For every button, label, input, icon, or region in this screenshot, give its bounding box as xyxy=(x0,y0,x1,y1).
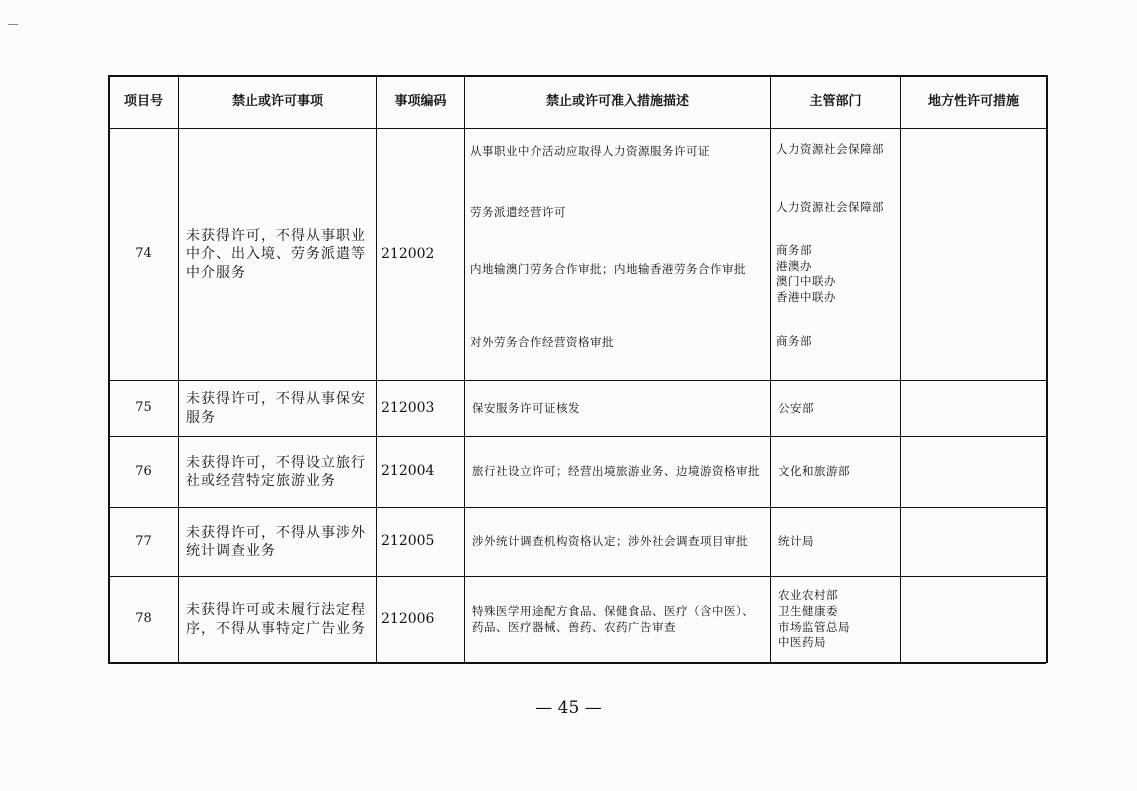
header-cell: 禁止或许可准入措施描述 xyxy=(545,93,689,109)
row-divider xyxy=(108,436,1046,437)
header-cell: 事项编码 xyxy=(394,93,447,109)
competent-department: 商务部 港澳办 澳门中联办 香港中联办 xyxy=(776,243,836,304)
competent-department: 农业农村部 卫生健康委 市场监管总局 中医药局 xyxy=(778,588,850,650)
row-number: 74 xyxy=(135,246,152,262)
competent-department: 统计局 xyxy=(778,534,814,549)
row-divider xyxy=(108,576,1046,577)
permit-item: 未获得许可，不得从事职业中介、出入境、劳务派遣等中介服务 xyxy=(186,228,366,281)
header-cell: 主管部门 xyxy=(809,93,862,109)
measure-description: 涉外统计调查机构资格认定；涉外社会调查项目审批 xyxy=(472,534,748,549)
item-code: 212002 xyxy=(381,245,435,262)
local-measure xyxy=(902,578,1045,661)
permit-item: 未获得许可，不得从事涉外统计调查业务 xyxy=(186,524,366,559)
column-divider xyxy=(770,75,771,663)
header-divider xyxy=(108,128,1046,129)
header-cell: 禁止或许可事项 xyxy=(231,93,323,109)
competent-department: 人力资源社会保障部 xyxy=(776,200,884,214)
local-measure xyxy=(902,509,1045,575)
table-top-border xyxy=(108,75,1046,77)
row-divider xyxy=(108,380,1046,381)
competent-department: 人力资源社会保障部 xyxy=(776,142,884,156)
scan-mark xyxy=(8,24,18,25)
header-cell: 项目号 xyxy=(123,93,163,109)
competent-department: 商务部 xyxy=(776,334,812,348)
item-code: 212003 xyxy=(381,399,435,416)
column-divider xyxy=(1046,75,1048,663)
measure-description: 对外劳务合作经营资格审批 xyxy=(470,335,614,349)
item-code: 212006 xyxy=(381,610,435,627)
row-number: 75 xyxy=(135,400,152,416)
row-number: 77 xyxy=(135,533,152,549)
row-number: 78 xyxy=(135,611,152,627)
permit-item: 未获得许可或未履行法定程序，不得从事特定广告业务 xyxy=(186,602,366,637)
row-number: 76 xyxy=(135,463,152,479)
column-divider xyxy=(900,75,901,663)
column-divider xyxy=(376,75,377,663)
column-divider xyxy=(108,75,110,663)
item-code: 212004 xyxy=(381,463,435,480)
competent-department: 公安部 xyxy=(778,400,814,415)
page-number: — 45 — xyxy=(535,698,602,718)
measure-description: 内地输澳门劳务合作审批；内地输香港劳务合作审批 xyxy=(470,262,746,276)
measure-description: 旅行社设立许可；经营出境旅游业务、边境游资格审批 xyxy=(472,464,760,479)
permit-item: 未获得许可，不得设立旅行社或经营特定旅游业务 xyxy=(186,454,366,489)
table-bottom-border xyxy=(108,662,1046,664)
measure-description: 保安服务许可证核发 xyxy=(472,400,580,415)
local-measure xyxy=(902,438,1045,506)
measure-description: 从事职业中介活动应取得人力资源服务许可证 xyxy=(470,144,710,158)
measure-description: 特殊医学用途配方食品、保健食品、医疗（含中医）、药品、医疗器械、兽药、农药广告审查 xyxy=(472,603,755,634)
competent-department: 文化和旅游部 xyxy=(778,464,850,479)
local-measure xyxy=(902,130,1045,379)
measure-description: 劳务派遣经营许可 xyxy=(470,205,566,219)
column-divider xyxy=(178,75,179,663)
permit-item: 未获得许可，不得从事保安服务 xyxy=(186,391,366,426)
item-code: 212005 xyxy=(381,533,435,550)
row-divider xyxy=(108,507,1046,508)
column-divider xyxy=(464,75,465,663)
header-cell: 地方性许可措施 xyxy=(927,93,1019,109)
local-measure xyxy=(902,382,1045,435)
